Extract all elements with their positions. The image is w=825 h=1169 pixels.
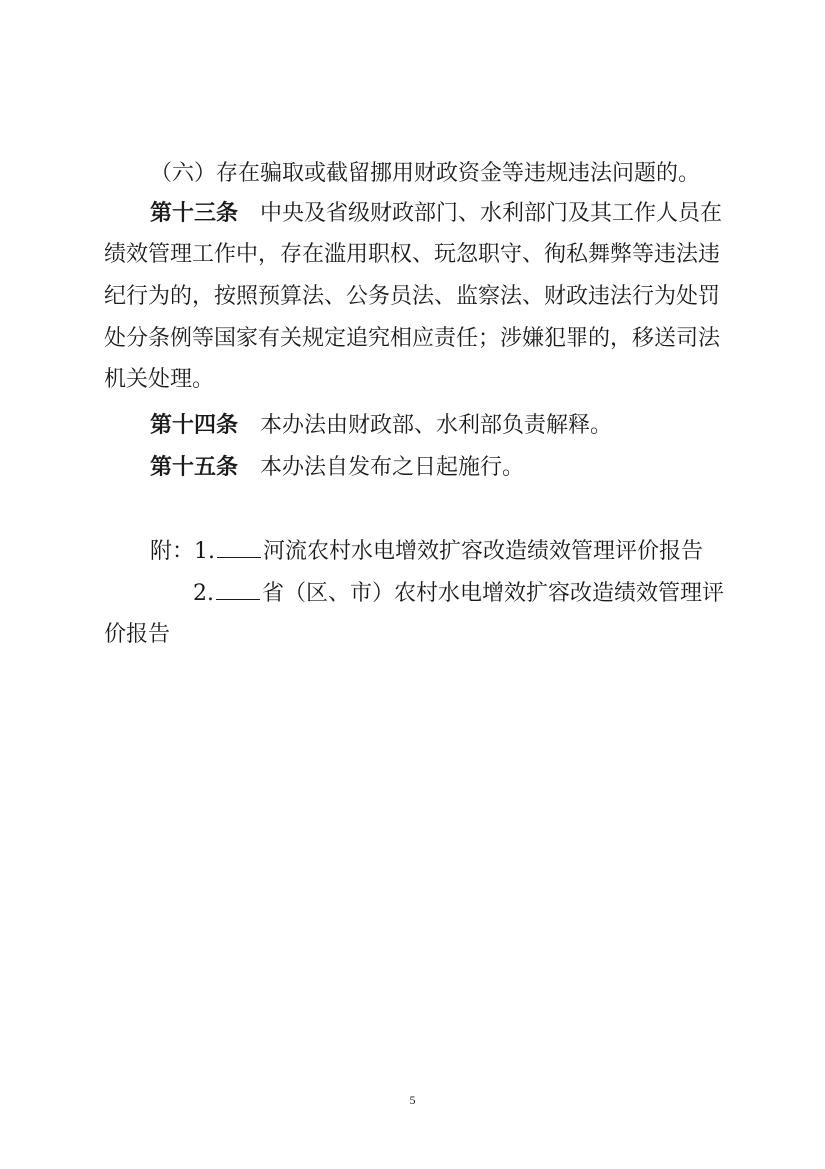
attachment-2-continuation [104, 621, 170, 649]
article-13-text-2: 绩效管理工作中，存在滥用职权、玩忽职守、徇私舞弊等违法违 [104, 242, 721, 267]
article-13-line-2 [104, 241, 720, 269]
article-13-text-5: 机关处理。 [104, 367, 215, 392]
attachment-1-blank [217, 537, 261, 558]
item-six-text: （六）存在骗取或截留挪用财政资金等违规违法问题的。 [150, 161, 701, 186]
article-15-line [150, 454, 524, 482]
article-13-line-4 [104, 325, 720, 353]
article-14-text: 本办法由财政部、水利部负责解释。 [260, 413, 613, 438]
attachment-1-number: 1. [194, 539, 216, 564]
article-13-text-3: 纪行为的，按照预算法、公务员法、监察法、财政违法行为处罚 [104, 284, 721, 309]
attachment-2-text: 省（区、市）农村水电增效扩容改造绩效管理评 [262, 581, 725, 606]
article-13-title: 第十三条 [150, 201, 239, 226]
article-15-title: 第十五条 [150, 455, 239, 480]
attachment-2-line [193, 579, 724, 608]
attachment-label: 附： [150, 539, 195, 564]
attachment-2-blank [216, 579, 260, 600]
article-13-line-1 [150, 200, 722, 228]
article-15-text: 本办法自发布之日起施行。 [260, 455, 525, 480]
article-14-title: 第十四条 [150, 413, 239, 438]
article-13-text-4: 处分条例等国家有关规定追究相应责任；涉嫌犯罪的，移送司法 [104, 326, 721, 351]
article-13-line-3 [104, 283, 720, 311]
item-six-line [150, 160, 700, 188]
article-13-text-1: 中央及省级财政部门、水利部门及其工作人员在 [260, 201, 723, 226]
attachment-1-line [150, 537, 703, 566]
attachment-2-cont-text: 价报告 [104, 622, 171, 647]
page-number: 5 [409, 1093, 416, 1107]
attachment-1-text: 河流农村水电增效扩容改造绩效管理评价报告 [263, 539, 704, 564]
article-13-line-5 [104, 366, 214, 394]
article-14-line [150, 412, 612, 440]
attachment-2-number: 2. [193, 581, 214, 606]
